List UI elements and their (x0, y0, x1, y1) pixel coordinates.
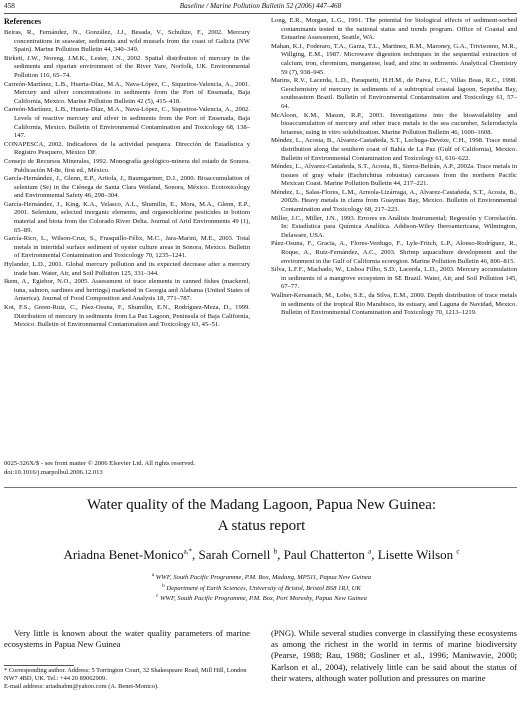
references-right-column (271, 17, 517, 318)
author[interactable]: Paul Chatterton $^a$ (283, 547, 372, 562)
running-title: Baseline / Marine Pollution Bulletin 52 (2006) 447–468 (179, 2, 342, 10)
author[interactable]: Lisette Wilson $^c$ (377, 547, 460, 562)
affiliation: $^c$ WWF, South Pacific Programme, P.M. Box, Port Moresby, Papua New Guinea (156, 594, 367, 603)
reference-entry: Páez-Osuna, F., Gracia, A., Flores-Verdugo, F., Lyle-Fritch, L.P., Alonso-Rodríguez, R., Roque, A., Ruiz-Fernández, A.C., 2003. Shrimp aquaculture development and the environment in the Gulf of California ecoregion. Marine Pollution Bulletin 46, 806–815. (271, 240, 517, 265)
author-affiliation-mark[interactable]: a (368, 547, 372, 556)
author[interactable]: Sarah Cornell $^b$ (198, 547, 278, 562)
reference-entry: Kot, F.S., Green-Ruiz, C., Páez-Osuna, F., Shumilin, E.N., Rodríguez-Meza, D., 1999. Distribution of mercury in sediments from La Paz Lagoon, Peninsula of Baja California, Mexico. Bulletin of Environmental Contamination and Toxicology 63, 45–51. (4, 304, 250, 329)
affiliation: $^a$ WWF, South Pacific Programme, P.M. Box, Madang, MP511, Papua New Guinea (151, 573, 372, 582)
corresponding-author-note: * Corresponding author. Address: 5 Torrington Court, 32 Shakespeare Road, Mill Hill, London NW7 4BD, UK. Tel.: +44 20 89062909. (4, 667, 247, 683)
article-title (0, 495, 523, 537)
reference-entry: McAloon, K.M., Mason, R.P., 2003. Investigations into the bioavailability and bioaccumulation of mercury and other trace metals to the sea cucumber, Sclerodactyla briareus, using in vitro solubilization. Marine Pollution Bulletin 46, 1600–1608. (271, 111, 517, 136)
reference-entry: Mahan, K.I., Foderaro, T.A., Garza, T.L., Martinez, R.M., Maroney, G.A., Trivisonno, M.R., Willging, E.M., 1987. Microwave digestion techniques in the sequential extraction of calcium, iron, chromium, manganese, lead, and zinc in sediments. Analytical Chemistry 59 (7), 938–945. (271, 42, 517, 76)
reference-list-left (4, 29, 250, 330)
reference-entry: Hylander, L.D., 2001. Global mercury pollution and its expected decrease after a mercury trade ban. Water, Air, and Soil Pollution 125, 331–344. (4, 261, 250, 277)
reference-entry: Méndez, L., Alvarez-Castañeda, S.T., Acosta, B., Sierra-Beltrán, A.P., 2002a. Trace metals in tissues of gray whale (Eschrichtius robustus) carcasses from the northern Pacific Mexican Coast. Marine Pollution Bulletin 44, 217–221. (271, 163, 517, 188)
body-text-right: (PNG). While several studies converge in classifying these ecosystems as among the richest in the world in terms of marine biodiversity (Pearse, 1988; Rau, 1988; Gosliner et al., 1996; Maniwavie, 2000; Karlson et al., 2004), relatively little can be said about the status of their waters, although water pollution and pressures on marine (271, 628, 517, 683)
header-rule (4, 13, 517, 14)
reference-entry: Carreón-Martínez, L.B., Huerta-Díaz, M.A., Nava-López, C., Siqueiros-Valencia, A., 2002. Levels of reactive mercury and silver in sediments from the Port of Ensenada, Baja California, Mexico. Bulletin of Environmental Contamination and Toxicology 68, 138–147. (4, 106, 250, 140)
doi-line[interactable]: doi:10.1016/j.marpolbul.2006.12.013 (4, 468, 103, 476)
email-note[interactable]: E-mail address: ariadnabm@yahoo.com (A. Benet-Monico). (4, 683, 159, 691)
affiliations (0, 572, 523, 604)
reference-entry: Méndez, L., Salas-Flores, L.M., Arreola-Lizárraga, A., Alvarez-Castañeda, S.T., Acosta, B., 2002b. Heavy metals in clams from Guaymas Bay, Mexico. Bulletin of Environmental Contamination and Toxicology 68, 217–223. (271, 188, 517, 214)
author-affiliation-mark[interactable]: a,* (183, 547, 193, 556)
reference-entry: Méndez, L., Acosta, B., Alvarez-Castañeda, S.T., Lechuga-Devéze, C.H., 1998. Trace metal distribution along the southern coast of Bahía de La Paz (Gulf of California), Mexico. Bulletin of Environmental Contamination and Toxicology 61, 616–622. (271, 137, 517, 162)
reference-entry: Beiras, R., Fernández, N., González, J.J., Besada, V., Schultze, F., 2002. Mercury concentrations in seawater, sediments and wild mussels from the coast of Galicia (NW Spain). Marine Pollution Bulletin 44, 340–349. (4, 29, 250, 54)
references-heading: References (4, 17, 42, 26)
footnote (4, 667, 250, 692)
author-list: Ariadna Benet-Monico$^{a,*}$, Sarah Cornell $^b$, Paul Chatterton $^a$, Lisette Wilson $^c$ (63, 547, 460, 562)
reference-entry: Ikem, A., Egiebor, N.O., 2005. Assessment of trace elements in canned fishes (mackerel, tuna, salmon, sardines and herrings) marketed in Georgia and Alabama (United States of America). Journal of Food Composition and Analysis 18, 771–787. (4, 278, 250, 303)
title-line-1: Water quality of the Madang Lagoon, Papua New Guinea: (86, 497, 437, 513)
reference-list-right (271, 17, 517, 318)
reference-entry: Birkett, J.W., Noreng, J.M.K., Lester, J.N., 2002. Spatial distribution of mercury in the sediments and riparian environment of the River Yare, Norfolk, UK. Environmental Pollution 116, 65–74. (4, 54, 250, 79)
page-number: 458 (4, 2, 15, 10)
affiliation: $^b$ Department of Earth Sciences, University of Bristol, Bristol BS8 1RJ, UK (162, 583, 361, 592)
reference-entry: Consejo de Recursos Minerales, 1992. Monografía geológico-minera del estado de Sonora. Publicación M-8e, first ed., México. (4, 157, 250, 174)
reference-entry: García-Rico, L., Wilson-Cruz, S., Frasquillo-Félix, M.C., Jara-Marini, M.E., 2003. Total metals in intertidal surface sediment of oyster culture areas in Sonora, Mexico. Bulletin of Environmental Contamination and Toxicology 70, 1235–1241. (4, 235, 250, 260)
issn-line: 0025-326X/$ - see front matter © 2006 Elsevier Ltd. All rights reserved. (4, 460, 196, 467)
reference-entry: Silva, L.F.F., Machado, W., Lisboa Filho, S.D., Lacerda, L.D., 2003. Mercury accumulation in sediments of a mangrove ecosystem in SE Brazil. Water, Air, and Soil Pollution 145, 67–77. (271, 266, 517, 291)
footnote-rule (4, 665, 74, 666)
reference-entry: García-Hernández, J., Glenn, E.P., Artiola, J., Baumgartner, D.J., 2000. Bioaccumulation of selenium (Se) in the Ciénega de Santa Clara Wetland, Sonora, México. Ecotoxicology and Environmental Safety 46, 298–304. (4, 175, 250, 200)
author[interactable]: Ariadna Benet-Monico$^{a,*}$ (63, 547, 193, 562)
reference-entry: Miller, J.C., Miller, J.N., 1993. Errores en Análisis Instrumental; Regresión y Correlación. In: Estadística para Química Analítica. Addison-Wiley Iberoamericana, Wilmington, Delaware, USA. (271, 214, 517, 239)
author-affiliation-mark[interactable]: c (456, 547, 460, 556)
title-line-2: A status report (217, 518, 306, 534)
body-text-left: Very little is known about the water quality parameters of marine ecosystems in Papua New Guinea (4, 628, 250, 650)
front-matter (4, 460, 250, 477)
reference-entry: Marins, R.V., Lacerda, L.D., Paraquetti, H.H.M., de Paiva, E.C., Villas Boas, R.C., 1998. Geochemistry of mercury in sediments of a subtropical coastal lagoon, Sepetiba Bay, southeastern Brazil. Bulletin of Environmental Contamination and Toxicology 61, 57–64. (271, 77, 517, 110)
section-separator (4, 487, 517, 488)
reference-entry: CONAPESCA, 2002. Indicadores de la actividad pesquera. Dirección de Estadística y Registro Pesquero, México DF. (4, 140, 250, 157)
reference-entry: García-Hernández, J., King, K.A., Velasco, A.L., Shumilin, E., Mora, M.A., Glenn, E.P., 2001. Selenium, selected inorganic elements, and organochlorine pesticides in bottom material and biota from the Colorado River Delta. Journal of Arid Environments 49 (1), 65–89. (4, 200, 250, 234)
reference-entry: Carreón-Martínez, L.B., Huerta-Díaz, M.A., Nava-López, C., Siqueiros-Valencia, A., 2001. Mercury and silver concentrations in sediments from the Port of Ensenada, Baja California, Mexico. Marine Pollution Bulletin 42 (5), 415–418. (4, 80, 250, 105)
references-left-column (4, 17, 250, 330)
reference-entry: Wallner-Kersanach, M., Lobo, S.E., da Silva, E.M., 2000. Depth distribution of trace metals in sediments of the tropical Rio Marabisco, its estuary, and Laguna de Navidad, Mexico. Bulletin of Environmental Contamination and Toxicology 70, 1213–1219. (271, 292, 517, 317)
author-affiliation-mark[interactable]: b (273, 547, 278, 556)
reference-entry: Long, E.R., Morgan, L.G., 1991. The potential for biological effects of sediment-sorbed contaminants tested in the national status and trends program. Office of Coastal and Estuarine Assessment, Seattle, WA. (271, 17, 517, 42)
